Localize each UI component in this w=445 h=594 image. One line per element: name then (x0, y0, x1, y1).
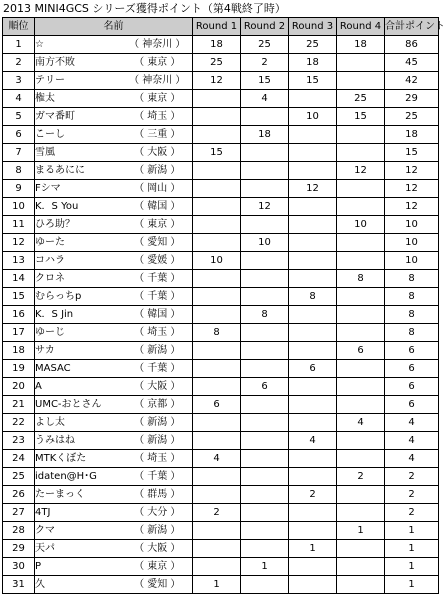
player-name-cell: サカ (35, 342, 123, 360)
player-name-cell: ゆーた (35, 234, 123, 252)
round-4-cell (337, 540, 385, 558)
total-points-cell: 86 (385, 36, 439, 54)
rank-cell: 17 (3, 324, 35, 342)
rank-cell: 19 (3, 360, 35, 378)
round-4-cell (337, 180, 385, 198)
player-name-cell: P (35, 558, 123, 576)
round-4-cell (337, 558, 385, 576)
total-points-cell: 8 (385, 306, 439, 324)
rank-cell: 6 (3, 126, 35, 144)
rank-cell: 9 (3, 180, 35, 198)
round-2-cell (241, 108, 289, 126)
prefecture-cell: （ 群馬 ） (123, 486, 193, 504)
header-name: 名前 (35, 18, 193, 36)
rank-cell: 15 (3, 288, 35, 306)
prefecture-cell: （ 千葉 ） (123, 468, 193, 486)
table-row (3, 324, 439, 342)
table-row (3, 342, 439, 360)
round-3-cell (289, 504, 337, 522)
round-2-cell: 8 (241, 306, 289, 324)
player-name-cell: テリー (35, 72, 123, 90)
prefecture-cell: （ 神奈川 ） (123, 72, 193, 90)
header-row (3, 18, 439, 36)
rank-cell: 2 (3, 54, 35, 72)
round-1-cell: 2 (193, 504, 241, 522)
round-2-cell (241, 540, 289, 558)
round-4-cell (337, 54, 385, 72)
table-row (3, 180, 439, 198)
round-2-cell: 10 (241, 234, 289, 252)
round-2-cell (241, 522, 289, 540)
table-row (3, 90, 439, 108)
round-1-cell (193, 270, 241, 288)
player-name-cell: A (35, 378, 123, 396)
round-4-cell (337, 198, 385, 216)
total-points-cell: 1 (385, 540, 439, 558)
prefecture-cell: （ 新潟 ） (123, 414, 193, 432)
round-3-cell (289, 558, 337, 576)
round-4-cell (337, 360, 385, 378)
prefecture-cell: （ 岡山 ） (123, 180, 193, 198)
header-round-2: Round 2 (241, 18, 289, 36)
total-points-cell: 6 (385, 396, 439, 414)
rank-cell: 31 (3, 576, 35, 594)
round-4-cell: 4 (337, 414, 385, 432)
total-points-cell: 10 (385, 234, 439, 252)
round-2-cell: 6 (241, 378, 289, 396)
round-4-cell: 10 (337, 216, 385, 234)
round-4-cell (337, 486, 385, 504)
header-rank: 順位 (3, 18, 35, 36)
round-3-cell (289, 450, 337, 468)
round-3-cell: 4 (289, 432, 337, 450)
prefecture-cell: （ 千葉 ） (123, 360, 193, 378)
header-round-3: Round 3 (289, 18, 337, 36)
round-4-cell (337, 252, 385, 270)
round-2-cell: 15 (241, 72, 289, 90)
rank-cell: 13 (3, 252, 35, 270)
rank-cell: 14 (3, 270, 35, 288)
round-4-cell (337, 396, 385, 414)
round-3-cell (289, 522, 337, 540)
round-2-cell (241, 324, 289, 342)
header-round-4: Round 4 (337, 18, 385, 36)
round-4-cell (337, 450, 385, 468)
player-name-cell: クロネ (35, 270, 123, 288)
player-name-cell: 4TJ (35, 504, 123, 522)
round-1-cell: 12 (193, 72, 241, 90)
round-1-cell: 18 (193, 36, 241, 54)
round-3-cell: 25 (289, 36, 337, 54)
total-points-cell: 4 (385, 432, 439, 450)
table-row (3, 306, 439, 324)
player-name-cell: ☆ (35, 36, 123, 54)
rank-cell: 8 (3, 162, 35, 180)
rank-cell: 23 (3, 432, 35, 450)
table-row (3, 144, 439, 162)
total-points-cell: 6 (385, 360, 439, 378)
table-row (3, 468, 439, 486)
total-points-cell: 42 (385, 72, 439, 90)
round-1-cell: 1 (193, 576, 241, 594)
round-1-cell: 4 (193, 450, 241, 468)
rank-cell: 30 (3, 558, 35, 576)
table-row (3, 360, 439, 378)
round-1-cell: 8 (193, 324, 241, 342)
prefecture-cell: （ 埼玉 ） (123, 108, 193, 126)
player-name-cell: MTKくぼた (35, 450, 123, 468)
table-row (3, 432, 439, 450)
total-points-cell: 12 (385, 162, 439, 180)
round-4-cell (337, 144, 385, 162)
round-1-cell: 6 (193, 396, 241, 414)
round-1-cell (193, 288, 241, 306)
round-2-cell: 18 (241, 126, 289, 144)
round-3-cell: 2 (289, 486, 337, 504)
round-1-cell (193, 306, 241, 324)
round-2-cell (241, 414, 289, 432)
total-points-cell: 29 (385, 90, 439, 108)
round-1-cell (193, 558, 241, 576)
header-total: 合計ポイント (385, 18, 439, 36)
player-name-cell: ゆーじ (35, 324, 123, 342)
rank-cell: 7 (3, 144, 35, 162)
rank-cell: 18 (3, 342, 35, 360)
round-1-cell (193, 342, 241, 360)
round-4-cell (337, 72, 385, 90)
prefecture-cell: （ 愛知 ） (123, 234, 193, 252)
round-3-cell (289, 396, 337, 414)
round-3-cell: 1 (289, 540, 337, 558)
player-name-cell: ガマ番町 (35, 108, 123, 126)
round-3-cell (289, 342, 337, 360)
round-2-cell (241, 360, 289, 378)
total-points-cell: 15 (385, 144, 439, 162)
total-points-cell: 4 (385, 414, 439, 432)
player-name-cell: うみはね (35, 432, 123, 450)
round-3-cell (289, 144, 337, 162)
round-1-cell (193, 414, 241, 432)
total-points-cell: 8 (385, 288, 439, 306)
round-3-cell: 10 (289, 108, 337, 126)
prefecture-cell: （ 大阪 ） (123, 378, 193, 396)
round-3-cell (289, 414, 337, 432)
prefecture-cell: （ 愛知 ） (123, 576, 193, 594)
round-3-cell (289, 378, 337, 396)
round-1-cell (193, 216, 241, 234)
prefecture-cell: （ 東京 ） (123, 216, 193, 234)
rank-cell: 16 (3, 306, 35, 324)
rank-cell: 3 (3, 72, 35, 90)
table-row (3, 126, 439, 144)
round-3-cell (289, 324, 337, 342)
player-name-cell: K．S Jin (35, 306, 123, 324)
round-2-cell: 2 (241, 54, 289, 72)
round-3-cell (289, 234, 337, 252)
table-row (3, 198, 439, 216)
table-row (3, 576, 439, 594)
table-row (3, 288, 439, 306)
prefecture-cell: （ 愛媛 ） (123, 252, 193, 270)
round-2-cell: 12 (241, 198, 289, 216)
round-1-cell (193, 180, 241, 198)
player-name-cell: 南方不敗 (35, 54, 123, 72)
table-row (3, 72, 439, 90)
rank-cell: 27 (3, 504, 35, 522)
rank-cell: 25 (3, 468, 35, 486)
round-3-cell (289, 468, 337, 486)
table-row (3, 504, 439, 522)
round-4-cell: 1 (337, 522, 385, 540)
round-4-cell: 2 (337, 468, 385, 486)
round-1-cell (193, 522, 241, 540)
table-row (3, 234, 439, 252)
prefecture-cell: （ 新潟 ） (123, 522, 193, 540)
round-4-cell (337, 288, 385, 306)
round-4-cell: 18 (337, 36, 385, 54)
round-3-cell: 18 (289, 54, 337, 72)
round-1-cell (193, 126, 241, 144)
total-points-cell: 10 (385, 216, 439, 234)
player-name-cell: よし太 (35, 414, 123, 432)
round-1-cell (193, 540, 241, 558)
round-4-cell: 25 (337, 90, 385, 108)
round-3-cell: 12 (289, 180, 337, 198)
round-1-cell (193, 468, 241, 486)
prefecture-cell: （ 大阪 ） (123, 540, 193, 558)
round-4-cell (337, 378, 385, 396)
player-name-cell: 権太 (35, 90, 123, 108)
table-row (3, 522, 439, 540)
table-row (3, 486, 439, 504)
player-name-cell: 天パ (35, 540, 123, 558)
round-3-cell (289, 126, 337, 144)
rank-cell: 12 (3, 234, 35, 252)
player-name-cell: 久 (35, 576, 123, 594)
table-row (3, 540, 439, 558)
round-1-cell (193, 234, 241, 252)
player-name-cell: まるあにに (35, 162, 123, 180)
prefecture-cell: （ 新潟 ） (123, 432, 193, 450)
round-1-cell (193, 90, 241, 108)
table-row (3, 108, 439, 126)
round-2-cell (241, 342, 289, 360)
round-2-cell (241, 504, 289, 522)
total-points-cell: 45 (385, 54, 439, 72)
player-name-cell: MASAC (35, 360, 123, 378)
table-row (3, 36, 439, 54)
prefecture-cell: （ 埼玉 ） (123, 324, 193, 342)
player-name-cell: クマ (35, 522, 123, 540)
round-2-cell (241, 396, 289, 414)
table-row (3, 414, 439, 432)
round-3-cell (289, 90, 337, 108)
player-name-cell: Fシマ (35, 180, 123, 198)
round-2-cell (241, 432, 289, 450)
round-2-cell (241, 162, 289, 180)
round-2-cell (241, 180, 289, 198)
rank-cell: 11 (3, 216, 35, 234)
player-name-cell: UMC-おとさん (35, 396, 123, 414)
round-1-cell (193, 162, 241, 180)
total-points-cell: 18 (385, 126, 439, 144)
rank-cell: 10 (3, 198, 35, 216)
prefecture-cell: （ 千葉 ） (123, 270, 193, 288)
rank-cell: 5 (3, 108, 35, 126)
round-2-cell (241, 468, 289, 486)
round-2-cell (241, 288, 289, 306)
rank-cell: 26 (3, 486, 35, 504)
round-4-cell: 8 (337, 270, 385, 288)
total-points-cell: 2 (385, 486, 439, 504)
round-4-cell (337, 306, 385, 324)
prefecture-cell: （ 新潟 ） (123, 162, 193, 180)
total-points-cell: 2 (385, 468, 439, 486)
round-2-cell (241, 144, 289, 162)
table-row (3, 216, 439, 234)
round-4-cell (337, 504, 385, 522)
table-row (3, 54, 439, 72)
round-4-cell (337, 432, 385, 450)
round-3-cell (289, 576, 337, 594)
total-points-cell: 1 (385, 558, 439, 576)
total-points-cell: 4 (385, 450, 439, 468)
round-4-cell: 15 (337, 108, 385, 126)
table-row (3, 396, 439, 414)
table-row (3, 270, 439, 288)
page-title: 2013 MINI4GCS シリーズ獲得ポイント（第4戦終了時） (3, 2, 286, 15)
round-2-cell: 25 (241, 36, 289, 54)
round-3-cell: 15 (289, 72, 337, 90)
round-2-cell (241, 450, 289, 468)
round-1-cell: 10 (193, 252, 241, 270)
total-points-cell: 1 (385, 576, 439, 594)
round-2-cell (241, 252, 289, 270)
prefecture-cell: （ 大分 ） (123, 504, 193, 522)
prefecture-cell: （ 新潟 ） (123, 342, 193, 360)
round-1-cell: 25 (193, 54, 241, 72)
player-name-cell: idaten@H･G (35, 468, 123, 486)
round-4-cell (337, 234, 385, 252)
table-row (3, 252, 439, 270)
prefecture-cell: （ 京都 ） (123, 396, 193, 414)
round-4-cell (337, 324, 385, 342)
player-name-cell: 雪風 (35, 144, 123, 162)
rank-cell: 21 (3, 396, 35, 414)
prefecture-cell: （ 東京 ） (123, 54, 193, 72)
round-1-cell (193, 378, 241, 396)
prefecture-cell: （ 埼玉 ） (123, 450, 193, 468)
rank-cell: 24 (3, 450, 35, 468)
round-2-cell (241, 576, 289, 594)
total-points-cell: 8 (385, 270, 439, 288)
prefecture-cell: （ 韓国 ） (123, 306, 193, 324)
rank-cell: 22 (3, 414, 35, 432)
round-2-cell: 1 (241, 558, 289, 576)
total-points-cell: 6 (385, 342, 439, 360)
rank-cell: 29 (3, 540, 35, 558)
total-points-cell: 25 (385, 108, 439, 126)
prefecture-cell: （ 神奈川 ） (123, 36, 193, 54)
table-row (3, 378, 439, 396)
round-2-cell: 4 (241, 90, 289, 108)
round-3-cell (289, 198, 337, 216)
total-points-cell: 2 (385, 504, 439, 522)
round-3-cell: 6 (289, 360, 337, 378)
rank-cell: 28 (3, 522, 35, 540)
player-name-cell: むらっちp (35, 288, 123, 306)
round-4-cell: 12 (337, 162, 385, 180)
round-1-cell: 15 (193, 144, 241, 162)
round-1-cell (193, 432, 241, 450)
round-3-cell (289, 306, 337, 324)
round-3-cell: 8 (289, 288, 337, 306)
header-round-1: Round 1 (193, 18, 241, 36)
prefecture-cell: （ 千葉 ） (123, 288, 193, 306)
round-3-cell (289, 216, 337, 234)
prefecture-cell: （ 東京 ） (123, 90, 193, 108)
round-1-cell (193, 198, 241, 216)
round-4-cell: 6 (337, 342, 385, 360)
round-4-cell (337, 576, 385, 594)
prefecture-cell: （ 東京 ） (123, 558, 193, 576)
round-2-cell (241, 216, 289, 234)
total-points-cell: 1 (385, 522, 439, 540)
round-3-cell (289, 252, 337, 270)
prefecture-cell: （ 韓国 ） (123, 198, 193, 216)
prefecture-cell: （ 大阪 ） (123, 144, 193, 162)
rank-cell: 4 (3, 90, 35, 108)
player-name-cell: こーし (35, 126, 123, 144)
round-3-cell (289, 270, 337, 288)
total-points-cell: 12 (385, 198, 439, 216)
standings-table (2, 17, 445, 594)
round-2-cell (241, 486, 289, 504)
total-points-cell: 10 (385, 252, 439, 270)
table-row (3, 162, 439, 180)
table-row (3, 558, 439, 576)
total-points-cell: 12 (385, 180, 439, 198)
player-name-cell: たーまっく (35, 486, 123, 504)
total-points-cell: 6 (385, 378, 439, 396)
player-name-cell: K．S You (35, 198, 123, 216)
round-1-cell (193, 360, 241, 378)
player-name-cell: ひろ助？ (35, 216, 123, 234)
total-points-cell: 8 (385, 324, 439, 342)
round-1-cell (193, 486, 241, 504)
round-3-cell (289, 162, 337, 180)
round-2-cell (241, 270, 289, 288)
prefecture-cell: （ 三重 ） (123, 126, 193, 144)
rank-cell: 1 (3, 36, 35, 54)
rank-cell: 20 (3, 378, 35, 396)
round-4-cell (337, 126, 385, 144)
player-name-cell: コハラ (35, 252, 123, 270)
round-1-cell (193, 108, 241, 126)
table-row (3, 450, 439, 468)
